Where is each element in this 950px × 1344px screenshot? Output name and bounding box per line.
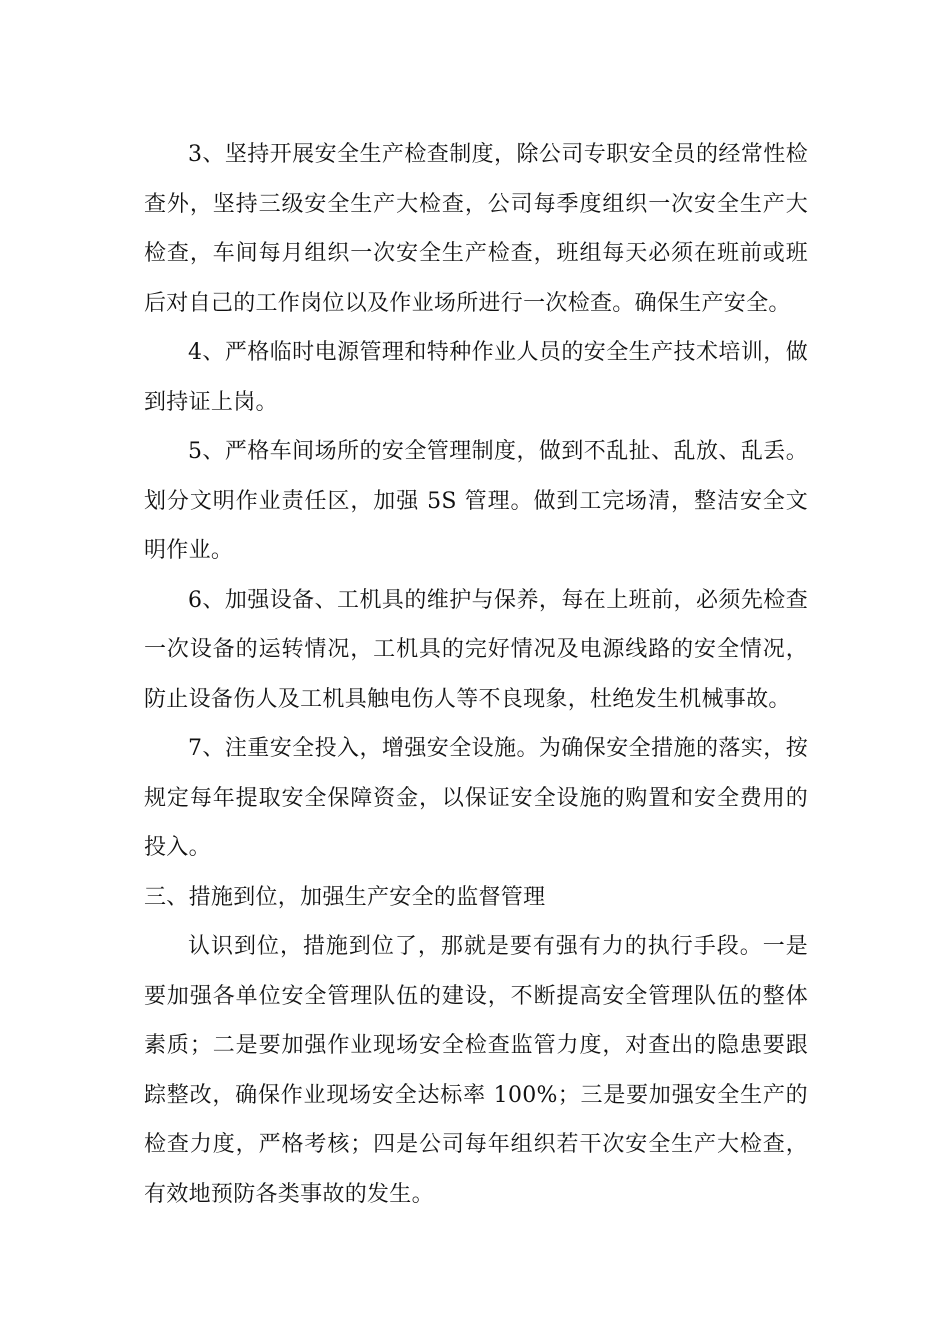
section-heading: 三、措施到位，加强生产安全的监督管理 bbox=[144, 884, 546, 910]
paragraph-item-4: 4、严格临时电源管理和特种作业人员的安全生产技术培训，做到持证上岗。 bbox=[144, 340, 808, 415]
paragraph-item-7: 7、注重安全投入，增强安全设施。为确保安全措施的落实，按规定每年提取安全保障资金，以保证安全设施的购置和安全费用的投入。 bbox=[144, 736, 808, 860]
document-body bbox=[144, 130, 808, 1219]
paragraph-item-6: 6、加强设备、工机具的维护与保养，每在上班前，必须先检查一次设备的运转情况，工机具的完好情况及电源线路的安全情况，防止设备伤人及工机具触电伤人等不良现象，杜绝发生机械事故。 bbox=[144, 587, 808, 712]
paragraph-item-5: 5、严格车间场所的安全管理制度，做到不乱扯、乱放、乱丢。划分文明作业责任区，加强 5S 管理。做到工完场清，整洁安全文明作业。 bbox=[144, 439, 808, 563]
paragraph-item-3: 3、坚持开展安全生产检查制度，除公司专职安全员的经常性检查外，坚持三级安全生产大检查，公司每季度组织一次安全生产大检查，车间每月组织一次安全生产检查，班组每天必须在班前或班后对自己的工作岗位以及作业场所进行一次检查。确保生产安全。 bbox=[144, 142, 808, 316]
section-body-paragraph: 认识到位，措施到位了，那就是要有强有力的执行手段。一是要加强各单位安全管理队伍的建设，不断提高安全管理队伍的整体素质；二是要加强作业现场安全检查监管力度，对查出的隐患要跟踪整改，确保作业现场安全达标率 100%；三是要加强安全生产的检查力度，严格考核；四是公司每年组织若干次安全生产大检查，有效地预防各类事故的发生。 bbox=[144, 934, 808, 1207]
